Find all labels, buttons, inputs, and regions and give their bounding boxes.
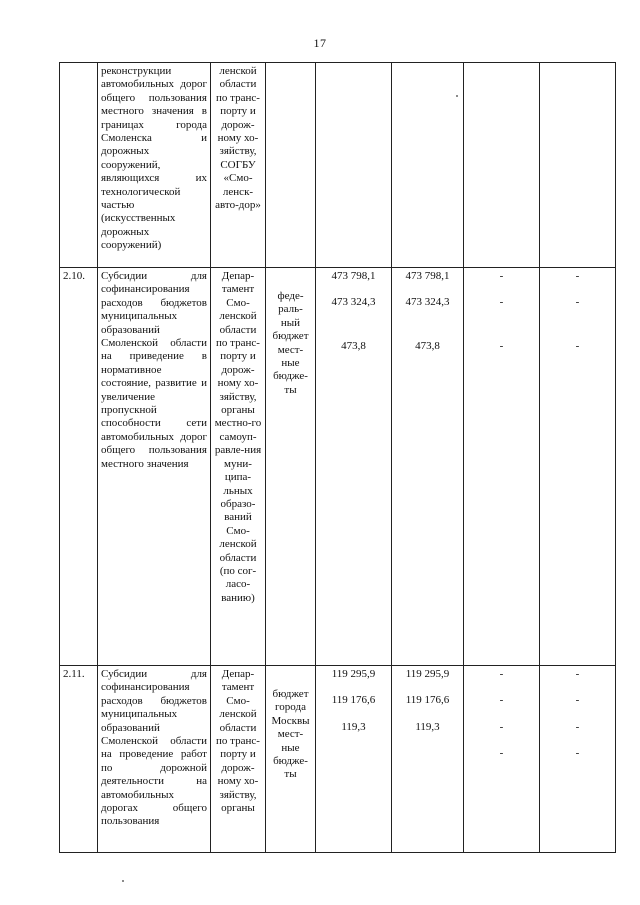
row-number <box>60 63 98 268</box>
amount-moscow: 119 176,6 <box>405 694 450 707</box>
year-amount-cell <box>392 268 464 666</box>
source-line: мест- <box>277 343 304 356</box>
source-line: ные <box>281 357 300 370</box>
activity-description: реконструкции автомобильных дорог общего пользования местного значения в границах города Смоленска и дорожных сооружений, являющихся их технологической частью (искусственных дорожных сооружений) <box>98 63 211 268</box>
dash-value: - <box>499 270 504 282</box>
dash-value: - <box>499 296 504 309</box>
activity-description: Субсидии для софинансирования расходов бюджетов муниципальных образований Смоленской области на проведение работ по дорожной деятельности на автомобильных дорогах общего пользования <box>98 666 211 853</box>
source-line: бюджет <box>272 688 309 700</box>
dash-value: - <box>499 668 504 680</box>
source-line: бюджет <box>272 330 309 343</box>
activity-description: Субсидии для софинансирования расходов бюджетов муниципальных образований Смоленской области на приведение в нормативное состояние, развитие и увеличение пропускной способности сети автомобильных дорог общего пользования местного значения <box>98 268 211 666</box>
next-year-cell <box>464 666 540 853</box>
funding-source-cell <box>266 63 316 268</box>
source-line: ты <box>284 383 297 396</box>
total-amount-cell <box>316 268 392 666</box>
dash-value: - <box>575 668 580 680</box>
source-line: ный <box>280 316 301 329</box>
executor-cell: ленской области по транс-порту и дорож-ному хо-зяйству, СОГБУ «Смо-ленск-авто-дор» <box>211 63 266 268</box>
funding-source-cell <box>266 268 316 666</box>
program-table <box>59 62 616 853</box>
year-amount-cell <box>392 666 464 853</box>
source-line: мест- <box>277 728 304 741</box>
amount-total: 119 295,9 <box>331 668 376 680</box>
following-year-cell <box>540 63 616 268</box>
source-line: ные <box>281 741 300 754</box>
dash-value: - <box>575 339 580 352</box>
page-number: 17 <box>313 36 327 50</box>
following-year-cell <box>540 268 616 666</box>
funding-source-cell <box>266 666 316 853</box>
row-number: 2.10. <box>60 268 98 666</box>
dash-value: - <box>575 720 580 733</box>
dash-value: - <box>575 296 580 309</box>
following-year-cell <box>540 666 616 853</box>
table-row <box>60 63 616 268</box>
next-year-cell <box>464 268 540 666</box>
total-amount-cell <box>316 666 392 853</box>
amount-local: 473,8 <box>415 339 440 352</box>
amount-federal: 473 324,3 <box>405 296 450 309</box>
scan-speck <box>122 880 124 882</box>
executor-cell: Депар-тамент Смо-ленской области по транс-порту и дорож-ному хо-зяйству, органы местно-го самоуп-равле-ния муни-ципа-льных образо-ваний Смо-ленской области (по сог-ласо-ванию) <box>211 268 266 666</box>
row-number: 2.11. <box>60 666 98 853</box>
dash-value: - <box>575 270 580 282</box>
total-amount-cell <box>316 63 392 268</box>
amount-total: 119 295,9 <box>405 668 450 680</box>
scan-speck <box>456 95 458 97</box>
source-line: раль- <box>278 303 303 316</box>
amount-local: 119,3 <box>341 720 366 733</box>
source-line: феде- <box>277 290 304 302</box>
executor-cell: Депар-тамент Смо-ленской области по транс-порту и дорож-ному хо-зяйству, органы <box>211 666 266 853</box>
next-year-cell <box>464 63 540 268</box>
amount-federal: 473 324,3 <box>331 296 376 309</box>
dash-value: - <box>575 694 580 707</box>
table-row <box>60 268 616 666</box>
dash-value: - <box>575 747 580 760</box>
amount-moscow: 119 176,6 <box>331 694 376 707</box>
source-line: бюдже- <box>273 370 308 383</box>
amount-local: 473,8 <box>341 339 366 352</box>
amount-total: 473 798,1 <box>405 270 450 282</box>
source-line: ты <box>284 768 297 781</box>
amount-local: 119,3 <box>415 720 440 733</box>
source-line: Москвы <box>271 714 310 727</box>
dash-value: - <box>499 339 504 352</box>
amount-total: 473 798,1 <box>331 270 376 282</box>
source-line: бюдже- <box>273 755 308 768</box>
source-line: города <box>275 701 306 714</box>
dash-value: - <box>499 720 504 733</box>
dash-value: - <box>499 694 504 707</box>
dash-value: - <box>499 747 504 760</box>
year-amount-cell <box>392 63 464 268</box>
table-row <box>60 666 616 853</box>
